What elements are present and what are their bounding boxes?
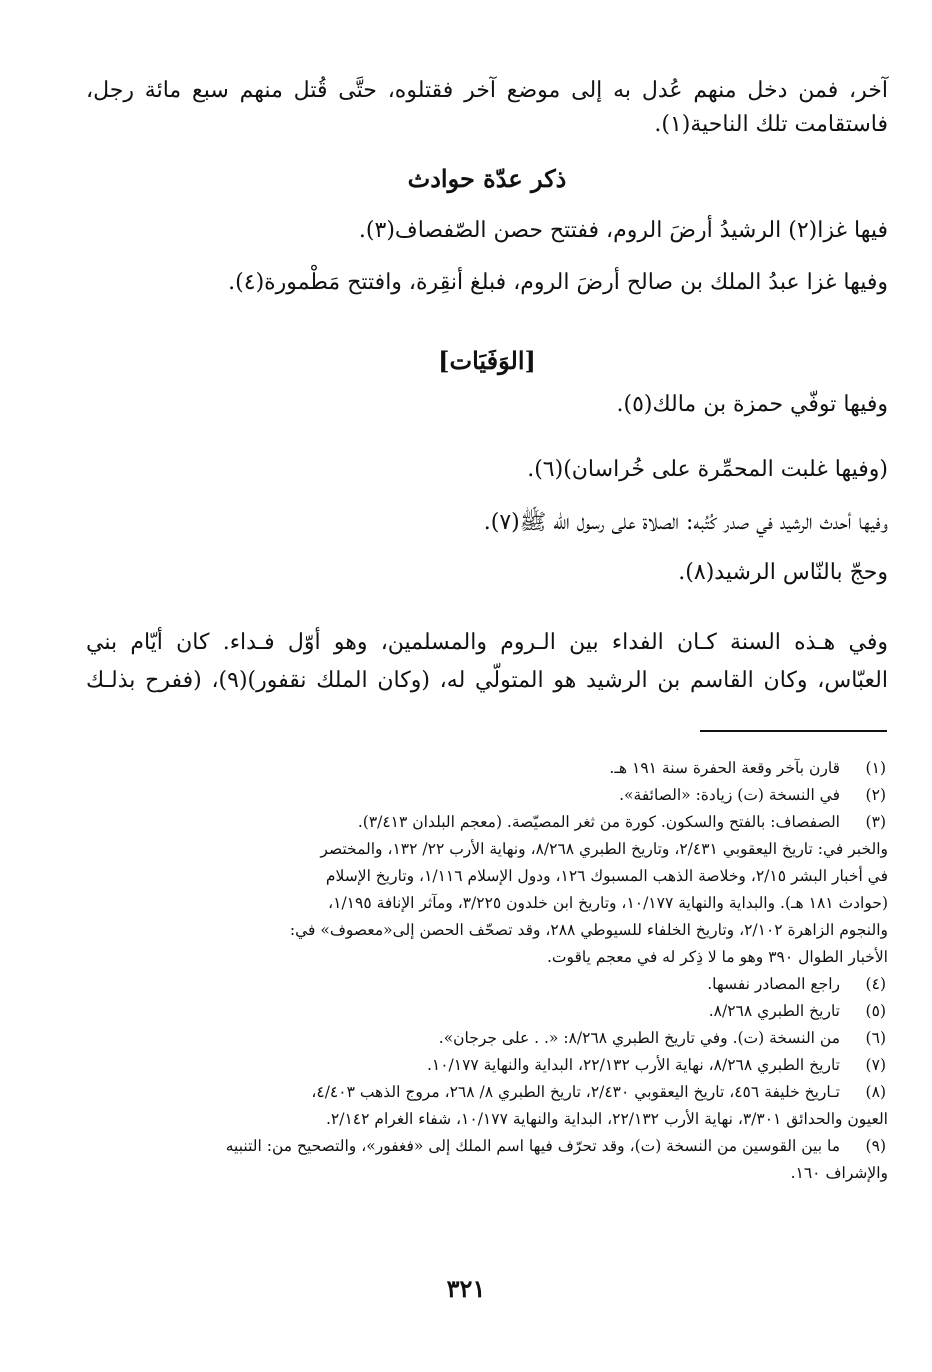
death-line-1: وفيها توفّي حمزة بن مالك(٥). [616, 392, 888, 417]
footnote-text: تاريخ الطبري ٨/٢٦٨. [708, 1002, 840, 1020]
footnote-9 [86, 1133, 888, 1160]
footnote-text: تاريخ الطبري ٨/٢٦٨، نهاية الأرب ٢٢/١٣٢، البداية والنهاية ١٠/١٧٧. [426, 1056, 840, 1074]
footnote-text: من النسخة (ت). وفي تاريخ الطبري ٨/٢٦٨: «. . على جرجان». [438, 1029, 840, 1047]
event-line-3: (وفيها غلبت المحمِّرة على خُراسان)(٦). [527, 457, 888, 482]
footnote-number: (٩) [865, 1137, 886, 1155]
footnote-text: ما بين القوسين من النسخة (ت)، وقد تحرّف فيها اسم الملك إلى «فغفور»، والتصحيح من: التنبيه [225, 1137, 840, 1155]
footnote-4 [86, 971, 888, 998]
footnote-2 [86, 782, 888, 809]
footnote-text: قارن بآخر وقعة الحفرة سنة ١٩١ هـ. [609, 759, 840, 777]
footnote-6 [86, 1025, 888, 1052]
footnote-3-continuation: (حوادث ١٨١ هـ). والبداية والنهاية ١٠/١٧٧، وتاريخ ابن خلدون ٣/٢٢٥، ومآثر الإنافة ١/١٩٥، [328, 894, 888, 912]
event-line-4: وفيها أحدث الرشيد في صدر كُتُبه: الصلاة على رسول الله ﷺ(٧). [483, 510, 888, 535]
footnote-5 [86, 998, 888, 1025]
footnote-3-continuation: الأخبار الطوال ٣٩٠ وهو ما لا ذِكر له في معجم ياقوت. [547, 948, 888, 966]
footnote-text: في النسخة (ت) زيادة: «الصائفة». [619, 786, 840, 804]
heading-deaths: [الوَفَيَات] [438, 346, 536, 375]
footnote-text: تـاريخ خليفة ٤٥٦، تاريخ اليعقوبي ٢/٤٣٠، تاريخ الطبري ٨/ ٢٦٨، مروج الذهب ٤/٤٠٣، [311, 1083, 840, 1101]
footnote-number: (٦) [865, 1029, 886, 1047]
footnote-1 [86, 755, 888, 782]
footnote-number: (٢) [865, 786, 886, 804]
event-line-2: وفيها غزا عبدُ الملك بن صالح أرضَ الروم، فبلغ أنقِرة، وافتتح مَطْمورة(٤). [228, 270, 888, 295]
footnote-number: (٣) [865, 813, 886, 831]
footnote-separator [700, 730, 887, 732]
body-line-intro-1: آخر، فمن دخل منهم عُدل به إلى موضع آخر فقتلوه، حتَّى قُتل منهم سبع مائة رجل، [86, 78, 888, 103]
footnote-7 [86, 1052, 888, 1079]
footnote-text: راجع المصادر نفسها. [707, 975, 840, 993]
event-line-5: وحجّ بالنّاس الرشيد(٨). [678, 560, 888, 585]
heading-events: ذكر عدّة حوادث [407, 164, 567, 193]
footnote-number: (٥) [865, 1002, 886, 1020]
footnote-number: (٨) [865, 1083, 886, 1101]
footnote-8 [86, 1079, 888, 1106]
footnote-number: (٤) [865, 975, 886, 993]
body-para-line-1: وفي هـذه السنة كـان الفداء بين الـروم والمسلمين، وهو أوّل فـداء. كان أيّام بني [86, 630, 888, 655]
footnote-8-continuation: العيون والحدائق ٣/٣٠١، نهاية الأرب ٢٢/١٣٢، البداية والنهاية ١٠/١٧٧، شفاء الغرام ٢/١٤٢. [325, 1110, 888, 1128]
footnote-number: (١) [865, 759, 886, 777]
body-line-intro-2: فاستقامت تلك الناحية(١). [654, 112, 888, 137]
footnote-number: (٧) [865, 1056, 886, 1074]
footnote-3-continuation: والخبر في: تاريخ اليعقوبي ٢/٤٣١، وتاريخ الطبري ٨/٢٦٨، ونهاية الأرب ٢٢/ ١٣٢، والمختصر [320, 840, 888, 858]
footnotes [86, 755, 888, 1187]
footnote-3-continuation: والنجوم الزاهرة ٢/١٠٢، وتاريخ الخلفاء للسيوطي ٢٨٨، وقد تصحّف الحصن إلى«معصوف» في: [289, 921, 888, 939]
body-para-line-2: العبّاس، وكان القاسم بن الرشيد هو المتولّي له، (وكان الملك نقفور)(٩)، (ففرح بذلـك [86, 668, 888, 693]
page-number: ٣٢١ [446, 1274, 486, 1303]
footnote-3-continuation: في أخبار البشر ٢/١٥، وخلاصة الذهب المسبوك ١٢٦، ودول الإسلام ١/١١٦، وتاريخ الإسلام [325, 867, 888, 885]
event-line-1: فيها غزا(٢) الرشيدُ أرضَ الروم، ففتتح حصن الصّفصاف(٣). [358, 218, 888, 243]
footnote-3 [86, 809, 888, 836]
footnote-9-continuation: والإشراف ١٦٠. [790, 1164, 888, 1182]
footnote-text: الصفصاف: بالفتح والسكون. كورة من ثغر المصيّصة. (معجم البلدان ٣/٤١٣). [357, 813, 840, 831]
